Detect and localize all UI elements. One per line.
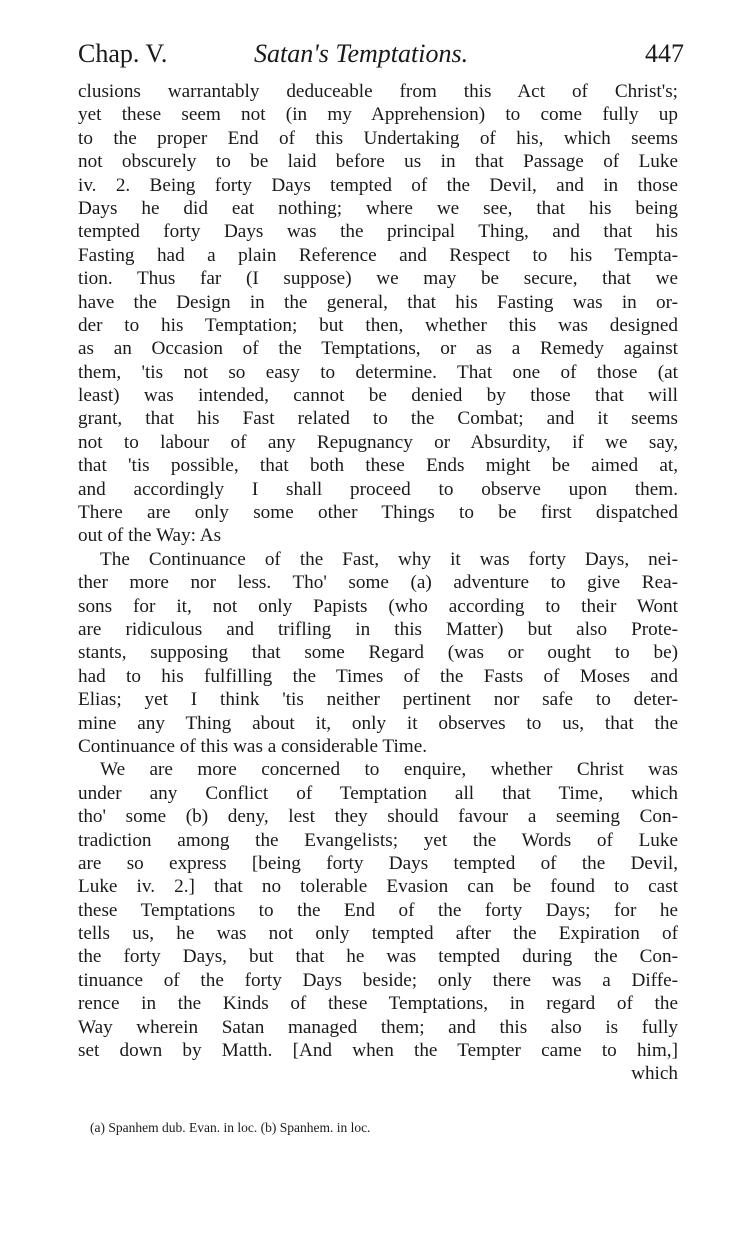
text-line: these Temptations to the End of the forty Days; for he (78, 899, 678, 921)
text-line: Fasting had a plain Reference and Respect to his Tempta- (78, 244, 678, 266)
text-line: tion. Thus far (I suppose) we may be secure, that we (78, 268, 678, 290)
chapter-label: Chap. V. (78, 39, 168, 68)
text-line: There are only some other Things to be first dispatched (78, 502, 678, 524)
catchword: which (631, 1063, 678, 1085)
text-line: and accordingly I shall proceed to observe upon them. (78, 478, 678, 500)
text-line: as an Occasion of the Temptations, or as a Remedy against (78, 338, 678, 360)
text-line: tinuance of the forty Days beside; only there was a Diffe- (78, 969, 678, 991)
text-line: had to his fulfilling the Times of the Fasts of Moses and (78, 665, 678, 687)
text-line: least) was intended, cannot be denied by those that will (78, 385, 678, 407)
text-line: tho' some (b) deny, lest they should favour a seeming Con- (78, 806, 678, 828)
text-line: mine any Thing about it, only it observes to us, that the (78, 712, 678, 734)
body-text (78, 80, 678, 1086)
text-line: Elias; yet I think 'tis neither pertinent nor safe to deter- (78, 689, 678, 711)
text-line: that 'tis possible, that both these Ends might be aimed at, (78, 455, 678, 477)
text-line: sons for it, not only Papists (who according to their Wont (78, 595, 678, 617)
text-line: iv. 2. Being forty Days tempted of the Devil, and in those (78, 174, 678, 196)
text-line: Luke iv. 2.] that no tolerable Evasion can be found to cast (78, 876, 678, 898)
running-title: Satan's Temptations. (254, 39, 469, 68)
text-line: ther more nor less. Tho' some (a) adventure to give Rea- (78, 572, 678, 594)
text-line: tells us, he was not only tempted after the Expiration of (78, 923, 678, 945)
running-header (78, 34, 690, 74)
text-line: not obscurely to be laid before us in that Passage of Luke (78, 151, 678, 173)
text-line: yet these seem not (in my Apprehension) to come fully up (78, 104, 678, 126)
text-line: grant, that his Fast related to the Combat; and it seems (78, 408, 678, 430)
paragraph-start-line: We are more concerned to enquire, whether Christ was (100, 759, 678, 781)
text-line: set down by Matth. [And when the Tempter came to him,] (78, 1040, 678, 1062)
text-line: clusions warrantably deduceable from this Act of Christ's; (78, 81, 678, 102)
paragraph-start-line: The Continuance of the Fast, why it was forty Days, nei- (100, 548, 678, 570)
text-line: tradiction among the Evangelists; yet the Words of Luke (78, 829, 678, 851)
text-line: der to his Temptation; but then, whether this was designed (78, 314, 678, 336)
text-line: are ridiculous and trifling in this Matter) but also Prote- (78, 618, 678, 640)
text-line: out of the Way: As (78, 525, 222, 547)
text-line: the forty Days, but that he was tempted during the Con- (78, 946, 678, 968)
footnotes: (a) Spanhem dub. Evan. in loc. (b) Spanhem. in loc. (90, 1120, 371, 1135)
text-line: are so express [being forty Days tempted of the Devil, (78, 852, 678, 874)
page-number: 447 (645, 39, 684, 68)
text-line: to the proper End of this Undertaking of his, which seems (78, 127, 678, 149)
text-line: rence in the Kinds of these Temptations, in regard of the (78, 993, 678, 1015)
text-line: have the Design in the general, that his Fasting was in or- (78, 291, 678, 313)
text-line: Days he did eat nothing; where we see, that his being (78, 197, 678, 219)
text-line: them, 'tis not so easy to determine. That one of those (at (78, 361, 678, 383)
text-line: under any Conflict of Temptation all that Time, which (78, 782, 678, 804)
text-line: tempted forty Days was the principal Thing, and that his (78, 221, 678, 243)
text-line: Continuance of this was a considerable Time. (78, 735, 428, 757)
text-line: not to labour of any Repugnancy or Absurdity, if we say, (78, 431, 678, 453)
text-line: stants, supposing that some Regard (was or ought to be) (78, 642, 678, 664)
text-line: Way wherein Satan managed them; and this also is fully (78, 1016, 678, 1038)
